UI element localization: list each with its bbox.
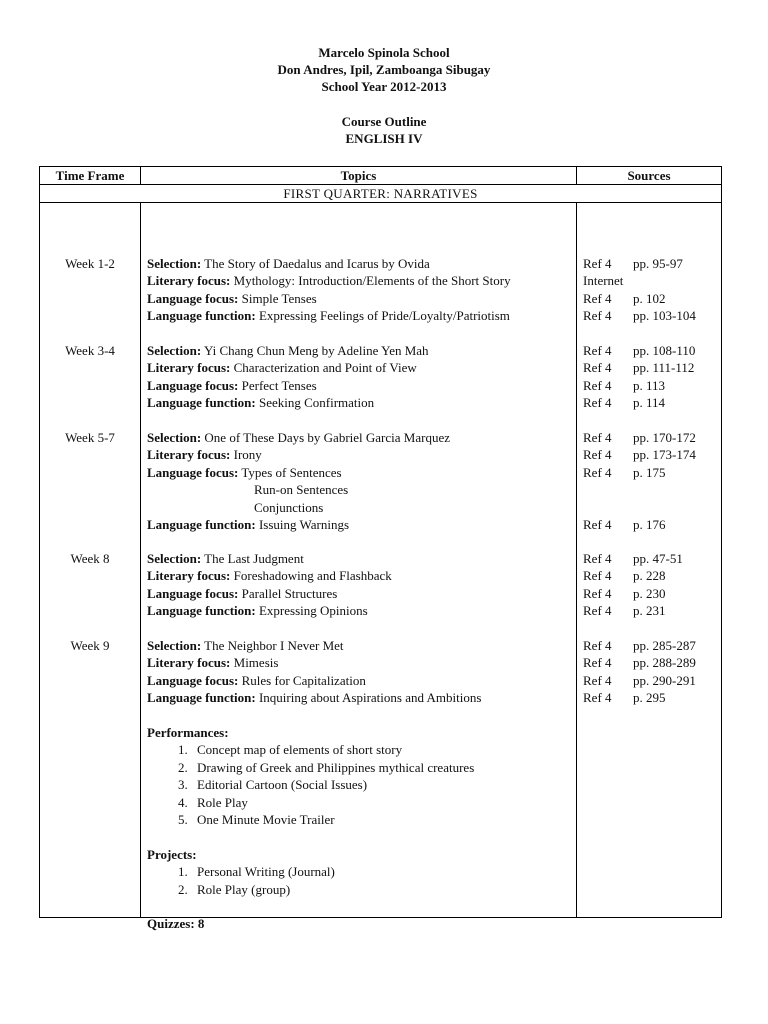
col-header-sources: Sources xyxy=(577,167,722,185)
source-entry xyxy=(583,342,695,359)
week-topics-block xyxy=(147,429,572,533)
language-function-line xyxy=(147,602,572,619)
source-pages: pp. 111-112 xyxy=(633,360,695,376)
language-focus-line xyxy=(147,672,572,689)
school-name: Marcelo Spinola School xyxy=(318,45,450,60)
week-label: Week 9 xyxy=(70,638,110,653)
literary-focus-line-value: Characterization and Point of View xyxy=(233,360,417,376)
week-topics-block xyxy=(147,255,572,325)
literary-focus-line xyxy=(147,567,572,584)
source-pages: p. 175 xyxy=(633,464,666,480)
source-ref: Ref 4 xyxy=(583,447,612,463)
source-pages: p. 231 xyxy=(633,603,666,619)
language-function-line xyxy=(147,516,572,533)
literary-focus-line-value: Foreshadowing and Flashback xyxy=(233,568,392,584)
language-function-line-label: Language function: xyxy=(147,690,256,706)
language-function-line-value: Seeking Confirmation xyxy=(258,395,375,411)
selection-line xyxy=(147,637,572,654)
source-ref: Ref 4 xyxy=(583,690,612,706)
source-ref: Ref 4 xyxy=(583,517,612,532)
source-entry xyxy=(583,585,666,602)
selection-line-label: Selection: xyxy=(147,638,202,653)
language-function-line-label: Language function: xyxy=(147,395,256,411)
language-function-line-label: Language function: xyxy=(147,308,256,324)
school-year: School Year 2012-2013 xyxy=(321,79,447,94)
week-label: Week 1-2 xyxy=(65,256,115,271)
source-pages: pp. 47-51 xyxy=(633,551,683,566)
projects-list xyxy=(147,863,572,898)
source-pages: p. 230 xyxy=(633,585,666,601)
content-row xyxy=(40,203,722,918)
selection-line-value: The Story of Daedalus and Icarus by Ovida xyxy=(204,256,430,271)
performance-item: 4. Role Play xyxy=(191,794,572,811)
literary-focus-line-label: Literary focus: xyxy=(147,568,231,584)
literary-focus-line-label: Literary focus: xyxy=(147,273,231,289)
literary-focus-line-label: Literary focus: xyxy=(147,447,231,463)
literary-focus-line xyxy=(147,446,572,463)
source-ref: Ref 4 xyxy=(583,551,612,566)
source-ref: Ref 4 xyxy=(583,377,612,393)
selection-line xyxy=(147,255,572,272)
source-ref: Ref 4 xyxy=(583,290,612,306)
week-topics-block xyxy=(147,342,572,412)
source-entry xyxy=(583,637,696,654)
time-frame-column xyxy=(40,203,141,918)
week-label: Week 8 xyxy=(70,551,110,566)
source-entry xyxy=(583,290,666,307)
language-focus-line-value: Types of Sentences xyxy=(241,464,342,480)
source-ref: Ref 4 xyxy=(583,603,612,619)
source-entry xyxy=(583,516,666,533)
source-pages: pp. 173-174 xyxy=(633,447,696,463)
source-entry xyxy=(583,429,696,446)
source-ref: Ref 4 xyxy=(583,395,612,411)
selection-line xyxy=(147,342,572,359)
source-entry xyxy=(583,602,666,619)
language-focus-line xyxy=(147,290,572,307)
language-focus-line xyxy=(147,377,572,394)
topics-column xyxy=(141,203,577,932)
source-pages: p. 102 xyxy=(633,290,666,306)
school-address: Don Andres, Ipil, Zamboanga Sibugay xyxy=(277,62,491,77)
selection-line-label: Selection: xyxy=(147,256,202,271)
literary-focus-line-label: Literary focus: xyxy=(147,655,231,671)
literary-focus-line xyxy=(147,654,572,671)
selection-line-label: Selection: xyxy=(147,430,202,445)
source-ref: Ref 4 xyxy=(583,360,612,376)
language-focus-line-label: Language focus: xyxy=(147,290,239,306)
project-item: 2. Role Play (group) xyxy=(191,881,572,898)
source-pages: pp. 170-172 xyxy=(633,430,696,445)
selection-line xyxy=(147,429,572,446)
source-pages: pp. 288-289 xyxy=(633,655,696,671)
source-pages: p. 228 xyxy=(633,568,666,584)
selection-line-label: Selection: xyxy=(147,551,202,566)
source-ref: Ref 4 xyxy=(583,308,612,324)
source-ref: Ref 4 xyxy=(583,430,612,445)
source-ref: Ref 4 xyxy=(583,655,612,671)
performances-title: Performances: xyxy=(147,725,229,740)
language-focus-line-label: Language focus: xyxy=(147,377,239,393)
selection-line-value: The Last Judgment xyxy=(204,551,304,566)
language-function-line-label: Language function: xyxy=(147,517,256,533)
literary-focus-line-value: Mimesis xyxy=(233,655,279,671)
performance-item: 3. Editorial Cartoon (Social Issues) xyxy=(191,776,572,793)
source-entry xyxy=(583,464,666,481)
source-pages: pp. 285-287 xyxy=(633,638,696,653)
source-entry xyxy=(583,394,665,411)
quizzes-line: Quizzes: 8 xyxy=(147,916,205,932)
source-entry xyxy=(583,689,666,706)
week-topics-block xyxy=(147,637,572,707)
language-focus-line-value: Perfect Tenses xyxy=(241,377,317,393)
source-entry xyxy=(583,307,696,324)
source-ref: Ref 4 xyxy=(583,585,612,601)
source-entry xyxy=(583,377,665,394)
source-entry xyxy=(583,672,696,689)
performances-list xyxy=(147,741,572,828)
col-header-time-frame: Time Frame xyxy=(40,167,141,185)
performance-item: 1. Concept map of elements of short story xyxy=(191,741,572,758)
col-header-topics: Topics xyxy=(141,167,577,185)
table-header-row xyxy=(40,167,722,185)
document-title: Course Outline xyxy=(341,114,427,129)
language-function-line xyxy=(147,394,572,411)
language-function-line-value: Inquiring about Aspirations and Ambitions xyxy=(258,690,482,706)
literary-focus-line xyxy=(147,359,572,376)
course-outline-table xyxy=(39,166,722,932)
quarter-row xyxy=(40,185,722,203)
sources-column xyxy=(577,203,722,918)
language-function-line-value: Expressing Feelings of Pride/Loyalty/Patriotism xyxy=(258,308,510,324)
selection-line-value: One of These Days by Gabriel Garcia Marquez xyxy=(204,430,450,445)
source-entry xyxy=(583,550,683,567)
assessments-block xyxy=(147,724,572,933)
week-topics-block xyxy=(147,550,572,620)
language-focus-line-value: Simple Tenses xyxy=(241,290,317,306)
source-entry xyxy=(583,359,694,376)
source-ref: Ref 4 xyxy=(583,638,612,653)
source-entry xyxy=(583,255,683,272)
document-header xyxy=(0,44,768,147)
source-pages: pp. 95-97 xyxy=(633,256,683,271)
language-focus-line-value: Parallel Structures xyxy=(241,585,338,601)
language-focus-line-value: Rules for Capitalization xyxy=(241,672,366,688)
source-ref: Ref 4 xyxy=(583,343,612,358)
literary-focus-line-label: Literary focus: xyxy=(147,360,231,376)
language-focus-line-label: Language focus: xyxy=(147,464,239,480)
source-pages: p. 113 xyxy=(633,377,666,393)
source-ref: Ref 4 xyxy=(583,256,612,271)
source-pages: p. 295 xyxy=(633,690,666,706)
selection-line-label: Selection: xyxy=(147,343,202,358)
language-function-line-value: Issuing Warnings xyxy=(258,517,350,533)
language-focus-line-label: Language focus: xyxy=(147,585,239,601)
selection-line-value: The Neighbor I Never Met xyxy=(204,638,344,653)
source-entry xyxy=(583,567,666,584)
projects-title: Projects: xyxy=(147,846,197,862)
week-label: Week 5-7 xyxy=(65,430,115,445)
source-entry xyxy=(583,654,696,671)
source-ref: Ref 4 xyxy=(583,464,612,480)
source-pages: pp. 290-291 xyxy=(633,672,696,688)
subject-title: ENGLISH IV xyxy=(345,131,423,146)
source-entry xyxy=(583,446,696,463)
language-focus-line xyxy=(147,585,572,602)
language-focus-line-label: Language focus: xyxy=(147,672,239,688)
source-pages: pp. 103-104 xyxy=(633,308,696,324)
source-pages: p. 114 xyxy=(633,395,666,411)
language-function-line xyxy=(147,689,572,706)
selection-line xyxy=(147,550,572,567)
performance-item: 2. Drawing of Greek and Philippines mythical creatures xyxy=(191,759,572,776)
source-ref: Ref 4 xyxy=(583,672,612,688)
language-focus-subitem: Conjunctions xyxy=(254,499,324,515)
language-focus-subitem: Run-on Sentences xyxy=(254,482,349,498)
quarter-title: FIRST QUARTER: NARRATIVES xyxy=(40,185,722,203)
source-entry xyxy=(583,272,633,289)
source-pages: pp. 108-110 xyxy=(633,343,696,358)
literary-focus-line xyxy=(147,272,572,289)
source-ref: Ref 4 xyxy=(583,568,612,584)
language-focus-line xyxy=(147,464,572,481)
source-ref: Internet xyxy=(583,273,624,289)
source-pages: p. 176 xyxy=(633,517,666,532)
literary-focus-line-value: Irony xyxy=(233,447,262,463)
project-item: 1. Personal Writing (Journal) xyxy=(191,863,572,880)
week-label: Week 3-4 xyxy=(65,343,115,358)
language-function-line-value: Expressing Opinions xyxy=(258,603,368,619)
language-function-line-label: Language function: xyxy=(147,603,256,619)
performance-item: 5. One Minute Movie Trailer xyxy=(191,811,572,828)
literary-focus-line-value: Mythology: Introduction/Elements of the Short Story xyxy=(233,273,511,289)
language-function-line xyxy=(147,307,572,324)
selection-line-value: Yi Chang Chun Meng by Adeline Yen Mah xyxy=(203,343,429,358)
